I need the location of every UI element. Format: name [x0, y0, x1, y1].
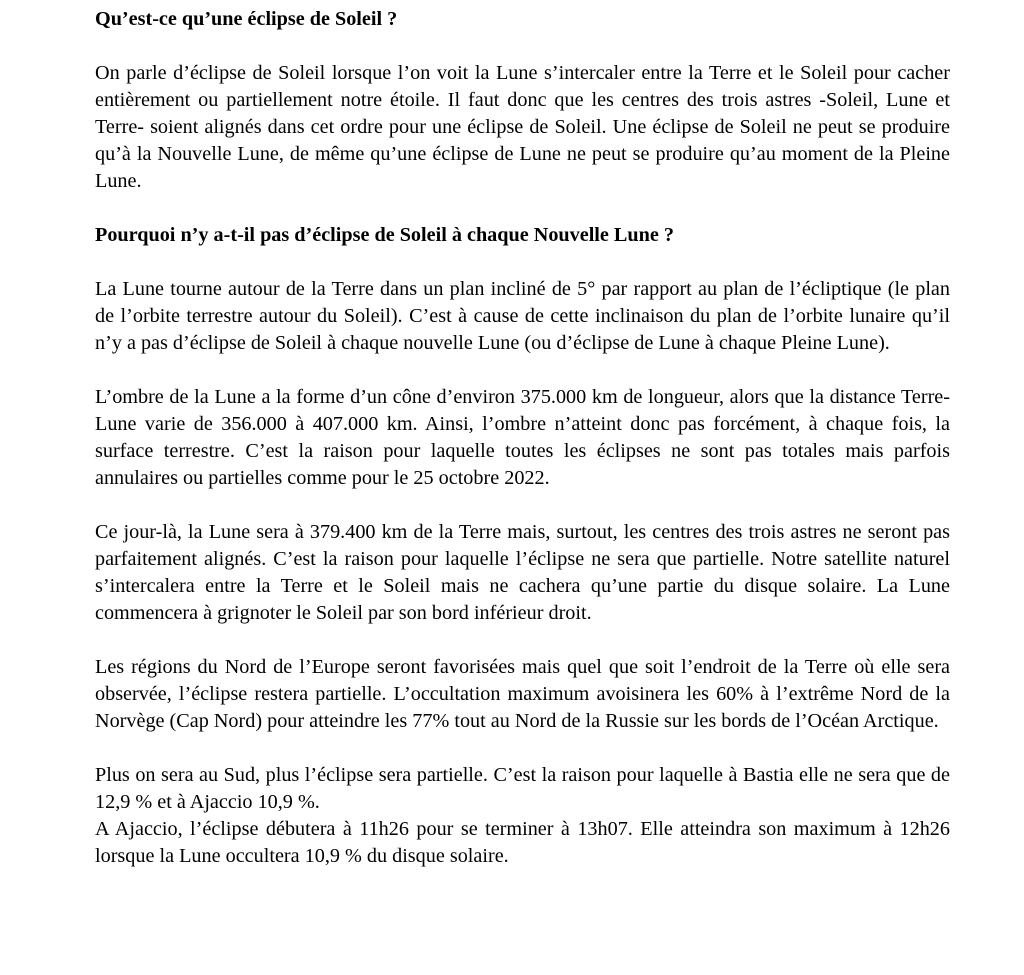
paragraph-ajaccio-times: A Ajaccio, l’éclipse débutera à 11h26 pour se terminer à 13h07. Elle atteindra son maximum à 12h26 lorsque la Lune occultera 10,9 % du disque solaire. [95, 818, 950, 867]
paragraph-orbit-inclination: La Lune tourne autour de la Terre dans un plan incliné de 5° par rapport au plan de l’écliptique (le plan de l’orbite terrestre autour du Soleil). C’est à cause de cette inclinaison du plan de l’orbite lunaire qu’il n’y a pas d’éclipse de Soleil à chaque nouvelle Lune (ou d’éclipse de Lune à chaque Pleine Lune). [95, 278, 950, 354]
paragraph-october-25: Ce jour-là, la Lune sera à 379.400 km de la Terre mais, surtout, les centres des trois astres ne seront pas parfaitement alignés. C’est la raison pour laquelle l’éclipse ne sera que partielle. Notre satellite naturel s’intercalera entre la Terre et le Soleil mais ne cachera qu’une partie du disque solaire. La Lune commencera à grignoter le Soleil par son bord inférieur droit. [95, 521, 950, 624]
section-heading-what-is-eclipse: Qu’est-ce qu’une éclipse de Soleil ? [95, 8, 398, 30]
paragraph-south-bastia: Plus on sera au Sud, plus l’éclipse sera partielle. C’est la raison pour laquelle à Bastia elle ne sera que de 12,9 % et à Ajaccio 10,9 %. [95, 764, 950, 813]
paragraph-moon-shadow: L’ombre de la Lune a la forme d’un cône d’environ 375.000 km de longueur, alors que la distance Terre-Lune varie de 356.000 à 407.000 km. Ainsi, l’ombre n’atteint donc pas forcément, à chaque fois, la surface terrestre. C’est la raison pour laquelle toutes les éclipses ne sont pas totales mais parfois annulaires ou partielles comme pour le 25 octobre 2022. [95, 386, 950, 489]
paragraph-northern-europe: Les régions du Nord de l’Europe seront favorisées mais quel que soit l’endroit de la Terre où elle sera observée, l’éclipse restera partielle. L’occultation maximum avoisinera les 60% à l’extrême Nord de la Norvège (Cap Nord) pour atteindre les 77% tout au Nord de la Russie sur les bords de l’Océan Arctique. [95, 656, 950, 732]
paragraph-eclipse-definition: On parle d’éclipse de Soleil lorsque l’on voit la Lune s’intercaler entre la Terre et le Soleil pour cacher entièrement ou partiellement notre étoile. Il faut donc que les centres des trois astres -Soleil, Lune et Terre- soient alignés dans cet ordre pour une éclipse de Soleil. Une éclipse de Soleil ne peut se produire qu’à la Nouvelle Lune, de même qu’une éclipse de Lune ne peut se produire qu’au moment de la Pleine Lune. [95, 62, 950, 192]
section-heading-why-not-every-new-moon: Pourquoi n’y a-t-il pas d’éclipse de Soleil à chaque Nouvelle Lune ? [95, 224, 674, 246]
document-page [95, 6, 950, 870]
